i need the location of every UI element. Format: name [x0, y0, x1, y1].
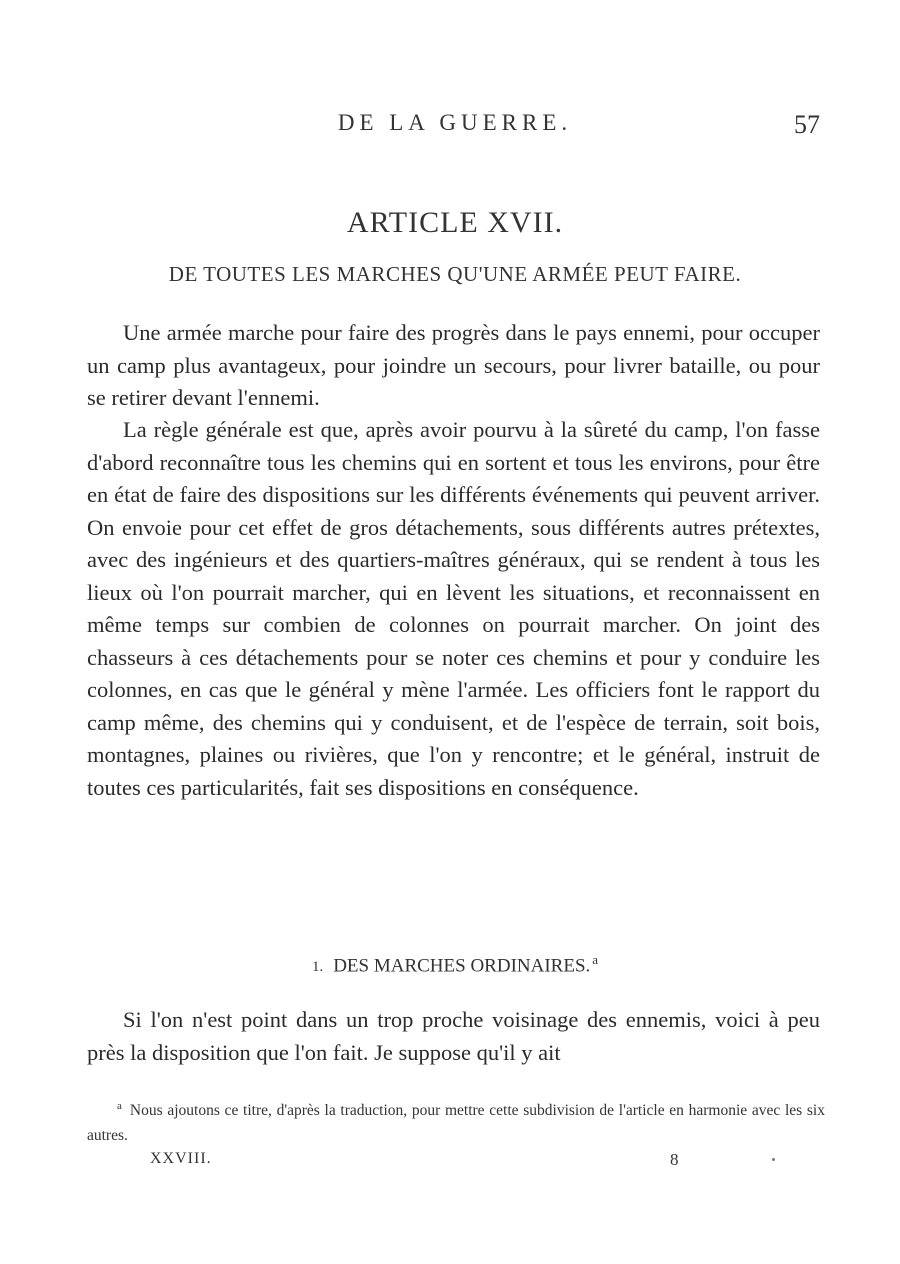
section-number: 1. — [311, 959, 324, 976]
article-title: ARTICLE XVII. — [346, 206, 564, 239]
paragraph-3 — [87, 1004, 820, 1069]
paragraph-1 — [87, 317, 820, 415]
article-subtitle: DE TOUTES LES MARCHES QU'UNE ARMÉE PEUT FAIRE. — [168, 262, 742, 286]
footnote-text: Nous ajoutons ce titre, d'après la traduction, pour mettre cette subdivision de l'article en harmonie avec les six autres. — [87, 1102, 825, 1145]
paragraph-text: Une armée marche pour faire des progrès dans le pays ennemi, pour occuper un camp plus avantageux, pour joindre un secours, pour livrer bataille, ou pour se retirer devant l'ennemi. — [87, 320, 820, 410]
print-speck — [772, 1158, 775, 1161]
signature-number: 8 — [670, 1150, 679, 1169]
paragraph-text: Si l'on n'est point dans un trop proche voisinage des ennemis, voici à peu près la disposition que l'on fait. Je suppose qu'il y ait — [87, 1007, 820, 1065]
section-title: DES MARCHES ORDINAIRES. — [333, 955, 591, 977]
section-heading — [0, 952, 900, 977]
signature-mark: XXVIII. — [150, 1150, 212, 1167]
paragraph-2 — [87, 414, 820, 804]
footnote-reference: a — [592, 952, 599, 967]
paragraph-text: La règle générale est que, après avoir pourvu à la sûreté du camp, l'on fasse d'abord reconnaître tous les chemins qui en sortent et tous les environs, pour être en état de faire des dispositions sur les différents événements qui peuvent arriver. On envoie pour cet effet de gros détachements, sous différents autres prétextes, avec des ingénieurs et des quartiers-maîtres généraux, qui se rendent à tous les lieux où l'on pourrait marcher, qui en lèvent les situations, et reconnaissent en même temps sur combien de colonnes on pourrait marcher. On joint des chasseurs à ces détachements pour se noter ces chemins et pour y conduire les colonnes, en cas que le général y mène l'armée. Les officiers font le rapport du camp même, des chemins qui y conduisent, et de l'espèce de terrain, soit bois, montagnes, plaines ou rivières, que l'on y rencontre; et le général, instruit de toutes ces particularités, fait ses dispositions en conséquence. — [87, 417, 820, 800]
running-title: DE LA GUERRE. — [337, 110, 573, 135]
footnote — [87, 1094, 825, 1148]
footnote-mark: a — [117, 1100, 122, 1112]
page-number: 57 — [794, 110, 820, 139]
running-head — [0, 110, 900, 146]
